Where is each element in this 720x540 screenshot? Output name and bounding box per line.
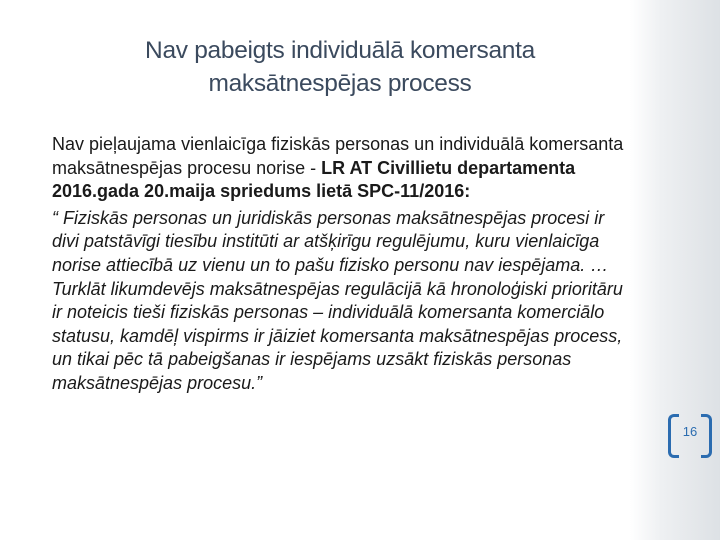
slide-number: 16	[682, 424, 698, 439]
slide-number-badge	[668, 414, 712, 454]
side-panel	[630, 0, 720, 540]
slide-title-line-2: maksātnespējas process	[208, 70, 472, 97]
intro-paragraph	[52, 133, 632, 204]
intro-text: Nav pieļaujama vienlaicīga fiziskās personas un individuālā komersanta maksātnespējas procesu norise -	[52, 134, 624, 178]
court-quote: “ Fiziskās personas un juridiskās personas maksātnespējas procesi ir divi patstāvīgi tiesību institūti ar atšķirīgu regulējumu, kuru vienlaicīga norise attiecībā uz vienu un to pašu fizisko personu nav iespējama. … Turklāt likumdevējs maksātnespējas regulācijā kā hronoloģiski prioritāru ir noteicis tieši fiziskās personas – individuālā komersanta komerciālo statusu, kamdēļ vispirms ir jāiziet komersanta maksātnespējas process, un tikai pēc tā pabeigšanas ir iespējams uzsākt fiziskās personas maksātnespējas procesu.”	[52, 207, 623, 393]
court-reference: LR AT Civillietu departamenta 2016.gada 20.maija spriedums lietā SPC-11/2016:	[52, 157, 576, 202]
slide-title-line-1: Nav pabeigts individuālā komersanta	[145, 37, 535, 64]
slide-title	[60, 34, 620, 100]
slide-body	[52, 133, 632, 396]
